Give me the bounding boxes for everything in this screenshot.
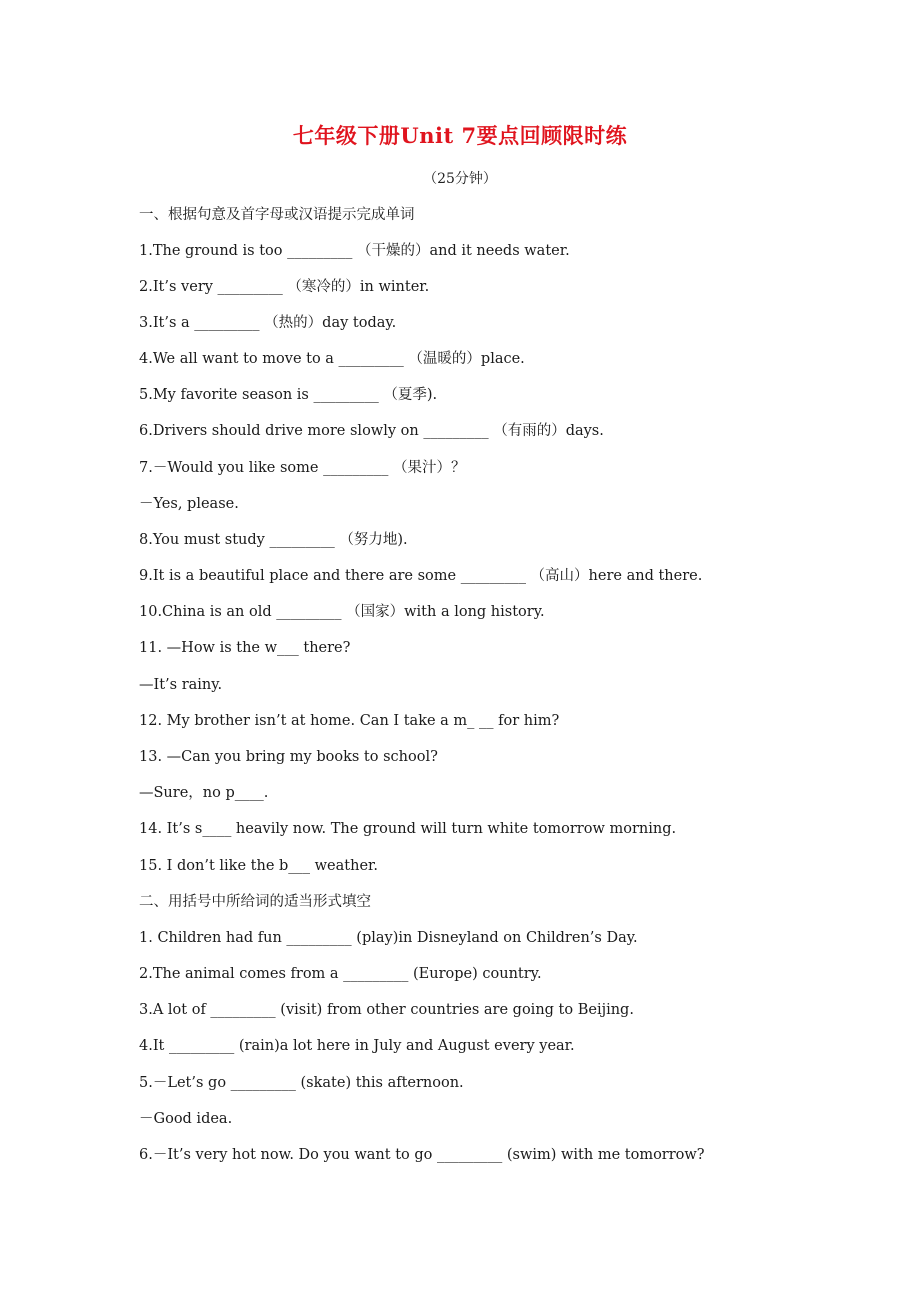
exercise-line: 4.It _________ (rain)a lot here in July and August every year. (139, 1038, 575, 1054)
exercise-line: 5.－Let’s go _________ (skate) this afternoon. (139, 1075, 464, 1091)
exercise-line: 10.China is an old _________ （国家）with a long history. (139, 604, 545, 620)
exercise-line: 7.－Would you like some _________ （果汁）？ (139, 460, 466, 476)
exercise-line: 1. Children had fun _________ (play)in Disneyland on Children’s Day. (139, 930, 638, 946)
exercise-line: 6.－It’s very hot now. Do you want to go _________ (swim) with me tomorrow? (139, 1147, 705, 1163)
exercise-line: 14. It’s s____ heavily now. The ground will turn white tomorrow morning. (139, 821, 677, 837)
exercise-line: 2.The animal comes from a _________ (Europe) country. (139, 966, 542, 982)
exercise-line: —It’s rainy. (139, 677, 223, 693)
exercise-line: 15. I don’t like the b___ weather. (139, 858, 378, 874)
exercise-line: —Sure，no p____. (139, 785, 269, 801)
exercise-line: 6.Drivers should drive more slowly on _________ （有雨的）days. (139, 423, 604, 439)
section-1-heading: 一、根据句意及首字母或汉语提示完成单词 (139, 207, 415, 223)
section-2-heading: 二、用括号中所给词的适当形式填空 (139, 894, 371, 910)
exercise-line: 9.It is a beautiful place and there are some _________ （高山）here and there. (139, 568, 703, 584)
exercise-line: 5.My favorite season is _________ （夏季). (139, 387, 438, 403)
exercise-line: 8.You must study _________ （努力地). (139, 532, 408, 548)
exercise-line: 12. My brother isn’t at home. Can I take a m_ __ for him? (139, 713, 560, 729)
exercise-line: 3.A lot of _________ (visit) from other countries are going to Beijing. (139, 1002, 634, 1018)
exercise-line: 2.It’s very _________ （寒冷的）in winter. (139, 279, 430, 295)
exercise-line: －Good idea. (139, 1111, 233, 1127)
exercise-line: 13. —Can you bring my books to school? (139, 749, 438, 765)
exercise-line: 11. —How is the w___ there? (139, 640, 351, 656)
exercise-line: 4.We all want to move to a _________ （温暖的）place. (139, 351, 525, 367)
exercise-line: 1.The ground is too _________ （干燥的）and it needs water. (139, 243, 570, 259)
exercise-line: －Yes, please. (139, 496, 239, 512)
exercise-line: 3.It’s a _________ （热的）day today. (139, 315, 397, 331)
page-title: 七年级下册Unit 7要点回顾限时练 (292, 123, 628, 148)
time-limit-note: （25分钟） (423, 171, 497, 187)
